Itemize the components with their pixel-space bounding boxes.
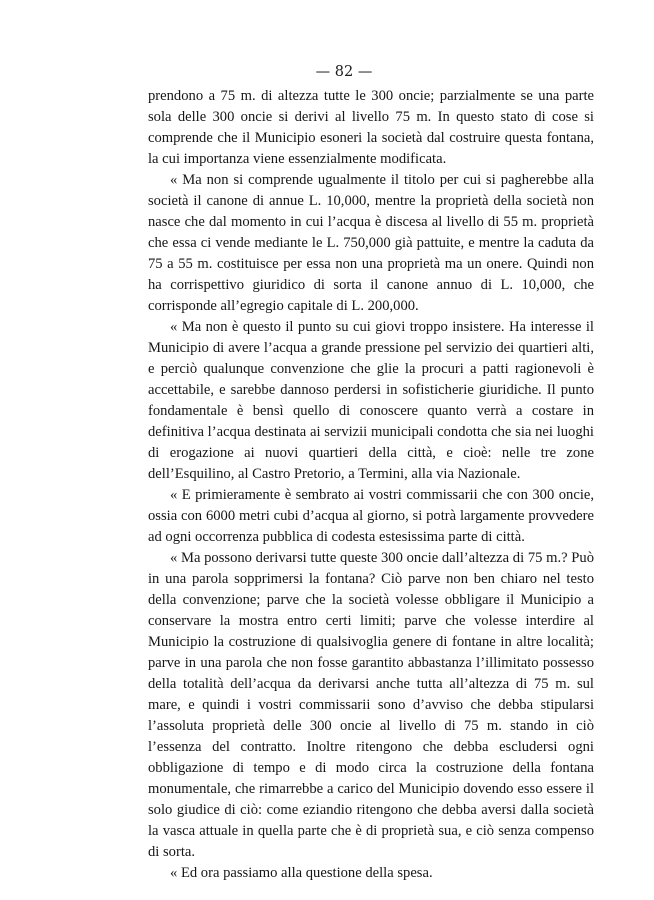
paragraph-canone: « Ma non si comprende ugualmente il titolo per cui si pagherebbe alla società il canone di annue L. 10,000, mentre la proprietà della società non nasce che dal momento in cui l’acqua è discesa al livello di 55 m. proprietà che essa ci vende mediante le L. 750,000 già pattuite, e mentre la caduta da 75 a 55 m. costituisce per essa non una proprietà ma un onere. Quindi non ha corrispettivo giuridico di sorta il canone annuo di L. 10,000, che corrisponde all’egregio capitale di L. 200,000. [148,172,594,314]
paragraph-oncie: « E primieramente è sembrato ai vostri commissarii che con 300 oncie, ossia con 6000 metri cubi d’acqua al giorno, si potrà largamente provvedere ad ogni occorrenza pubblica di codesta estesissima parte di città. [148,487,594,545]
paragraph-fontana: « Ma possono derivarsi tutte queste 300 oncie dall’altezza di 75 m.? Può in una parola sopprimersi la fontana? Ciò parve non ben chiaro nel testo della convenzione; parve che la società volesse obbligare il Municipio a conservare la mostra entro certi limiti; parve che volesse interdire al Municipio la costruzione di qualsivoglia genere di fontane in altre località; parve in una parola che non fosse garantito abbastanza l’illimitato possesso della totalità dell’acqua da derivarsi anche tutta all’altezza di 75 m. sul mare, e quindi i vostri commissarii sono d’avviso che debba stipularsi l’assoluta proprietà delle 300 oncie al livello di 75 m. stando in ciò l’essenza del contratto. Inoltre ritengono che debba escludersi ogni obbligazione di tempo e di modo circa la costruzione della fontana monumentale, che rimarrebbe a carico del Municipio dovendo esso essere il solo giudice di ciò: come eziandio ritengono che debba aversi dalla società la vasca attuale in quella parte che è di proprietà sua, e ciò senza compenso di sorta. [148,550,594,860]
body-text [148,86,594,884]
paragraph-spesa: « Ed ora passiamo alla questione della spesa. [170,865,433,881]
paragraph-pressione: « Ma non è questo il punto su cui giovi troppo insistere. Ha interesse il Municipio di avere l’acqua a grande pressione pel servizio dei quartieri alti, e perciò qualunque convenzione che glie la procuri a patti ragionevoli è accettabile, e sarebbe dannoso perdersi in sofisticherie giuridiche. Il punto fondamentale è bensì quello di conoscere quanto verrà a costare in definitiva l’acqua destinata ai servizii municipali condotta che sia nei luoghi di erogazione ai nuovi quartieri della città, e cioè: nelle tre zone dell’Esquilino, al Castro Pretorio, a Termini, alla via Nazionale. [148,319,594,482]
page-number: — 82 — [315,64,373,80]
paragraph-continuation: prendono a 75 m. di altezza tutte le 300 oncie; parzialmente se una parte sola delle 300 oncie si derivi al livello 75 m. In questo stato di cose si comprende che il Municipio esoneri la società dal costruire questa fontana, la cui importanza viene essenzialmente modificata. [148,88,594,167]
